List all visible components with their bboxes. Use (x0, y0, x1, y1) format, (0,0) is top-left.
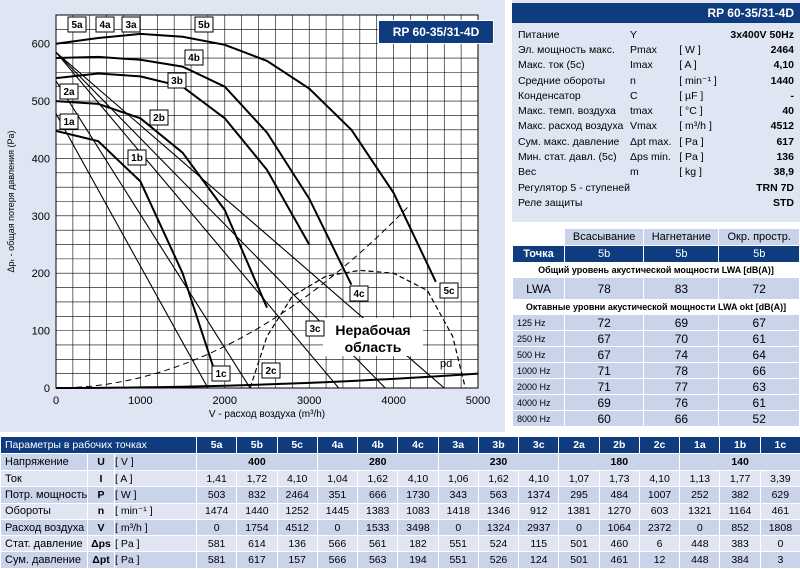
spec-value: STD (730, 195, 794, 210)
hdr-intake: Всасывание (565, 229, 644, 246)
octave-value: 67 (565, 331, 644, 347)
y-tick-label: 600 (32, 39, 50, 51)
octave-value: 76 (644, 395, 719, 411)
param-value: 1383 (358, 503, 398, 519)
point-header: 4a (317, 437, 357, 454)
spec-unit (679, 27, 730, 42)
x-axis-label: V - расход воздуха (m³/h) (209, 409, 325, 420)
param-value: 4,10 (277, 471, 317, 487)
x-tick-label: 5000 (466, 395, 490, 407)
param-value: 182 (398, 536, 438, 552)
spec-label: Эл. мощность макс. (518, 42, 630, 57)
param-value: 1007 (639, 487, 679, 503)
param-value: 503 (197, 487, 237, 503)
octave-value: 66 (719, 363, 800, 379)
spec-unit: [ A ] (679, 58, 730, 73)
param-value: 1,41 (197, 471, 237, 487)
param-value: 614 (237, 536, 277, 552)
param-value: 1730 (398, 487, 438, 503)
param-sym: n (88, 503, 115, 519)
spec-row (518, 42, 794, 57)
y-tick-label: 500 (32, 96, 50, 108)
y-tick-label: 300 (32, 211, 50, 223)
param-value: 1381 (559, 503, 599, 519)
param-value: 563 (478, 487, 518, 503)
param-label: Обороты (1, 503, 88, 519)
spec-sym: Pmax (630, 42, 679, 57)
y-axis-label: Δpₜ - общая потеря давления (Pa) (6, 130, 16, 272)
param-sym: P (88, 487, 115, 503)
spec-row (518, 149, 794, 164)
param-value: 4,10 (519, 471, 559, 487)
param-value: 4,10 (639, 471, 679, 487)
spec-row (518, 165, 794, 180)
octave-hz: 125 Hz (513, 315, 565, 331)
octave-value: 69 (644, 315, 719, 331)
octave-value: 71 (565, 363, 644, 379)
param-value: 1808 (760, 519, 800, 535)
performance-chart (0, 0, 505, 432)
octave-row (513, 363, 800, 379)
spec-label: Средние обороты (518, 73, 630, 88)
param-value: 2464 (277, 487, 317, 503)
param-value: 0 (317, 519, 357, 535)
octave-row (513, 395, 800, 411)
param-value: 1440 (237, 503, 277, 519)
spec-sym (630, 180, 679, 195)
point-header: 1c (760, 437, 800, 454)
acoustic-header-table (512, 228, 800, 427)
param-value: 629 (760, 487, 800, 503)
x-tick-label: 2000 (213, 395, 237, 407)
point-tag-2c: 2c (265, 366, 277, 377)
spec-unit (679, 195, 730, 210)
spec-unit: [ Pa ] (679, 149, 730, 164)
spec-value: 4512 (730, 119, 794, 134)
param-value: 448 (680, 552, 720, 568)
voltage-140: 140 (680, 454, 800, 471)
spec-label: Вес (518, 165, 630, 180)
param-value: 0 (760, 536, 800, 552)
region-label: Нерабочая (335, 322, 410, 338)
point-tag-2b: 2b (153, 113, 165, 124)
octave-hz: 250 Hz (513, 331, 565, 347)
param-sym: Δps (88, 536, 115, 552)
oct-title: Октавные уровни акустической мощности LWA okt [dB(A)] (513, 300, 800, 315)
point-tag-5a: 5a (71, 20, 83, 31)
octave-value: 67 (565, 347, 644, 363)
voltage-sym: U (88, 454, 115, 471)
region-label: область (345, 339, 402, 355)
spec-value: 617 (730, 134, 794, 149)
point-intake: 5b (565, 246, 644, 263)
param-sym: V (88, 519, 115, 535)
param-value: 501 (559, 536, 599, 552)
point-label: Точка (513, 246, 565, 263)
param-value: 551 (438, 552, 478, 568)
octave-hz: 4000 Hz (513, 395, 565, 411)
point-header: 1b (720, 437, 760, 454)
y-tick-label: 200 (32, 268, 50, 280)
octave-value: 70 (644, 331, 719, 347)
param-value: 603 (639, 503, 679, 519)
spec-sym: Y (630, 27, 679, 42)
voltage-unit: [ V ] (115, 454, 197, 471)
param-value: 1445 (317, 503, 357, 519)
point-header: 3a (438, 437, 478, 454)
param-value: 157 (277, 552, 317, 568)
chart-svg (0, 0, 505, 432)
spec-sym: C (630, 88, 679, 103)
params-panel (0, 436, 800, 568)
octave-value: 52 (719, 411, 800, 427)
spec-value: - (730, 88, 794, 103)
param-value: 551 (438, 536, 478, 552)
param-row (1, 519, 800, 535)
param-value: 1474 (197, 503, 237, 519)
spec-label: Мин. стат. давл. (5c) (518, 149, 630, 164)
voltage-280: 280 (317, 454, 438, 471)
lwa-label: LWA (513, 278, 565, 300)
param-value: 561 (358, 536, 398, 552)
spec-row (518, 195, 794, 210)
param-value: 484 (599, 487, 639, 503)
spec-row (518, 119, 794, 134)
param-value: 1374 (519, 487, 559, 503)
param-value: 1,72 (237, 471, 277, 487)
param-value: 461 (599, 552, 639, 568)
param-value: 1083 (398, 503, 438, 519)
spec-sym: n (630, 73, 679, 88)
spec-panel (512, 0, 800, 222)
blank-cell (513, 229, 565, 246)
param-value: 1321 (680, 503, 720, 519)
octave-value: 60 (565, 411, 644, 427)
spec-row (518, 180, 794, 195)
param-value: 194 (398, 552, 438, 568)
y-tick-label: 0 (44, 383, 50, 395)
spec-row (518, 58, 794, 73)
voltage-label: Напряжение (1, 454, 88, 471)
acoustic-panel (512, 228, 800, 428)
point-tag-1b: 1b (131, 153, 143, 164)
spec-sym (630, 195, 679, 210)
point-header: 3c (519, 437, 559, 454)
param-value: 617 (237, 552, 277, 568)
param-value: 1,07 (559, 471, 599, 487)
param-value: 1533 (358, 519, 398, 535)
param-value: 3498 (398, 519, 438, 535)
y-tick-label: 100 (32, 326, 50, 338)
spec-unit: [ m³/h ] (679, 119, 730, 134)
spec-label: Макс. расход воздуха (518, 119, 630, 134)
param-value: 1,62 (358, 471, 398, 487)
spec-sym: Δps min. (630, 149, 679, 164)
spec-value: 136 (730, 149, 794, 164)
param-value: 566 (317, 552, 357, 568)
param-value: 448 (680, 536, 720, 552)
lwa-outlet: 83 (644, 278, 719, 300)
point-header: 4c (398, 437, 438, 454)
spec-row (518, 134, 794, 149)
spec-value: 38,9 (730, 165, 794, 180)
param-unit: [ m³/h ] (115, 519, 197, 535)
point-tag-3a: 3a (125, 20, 137, 31)
param-value: 566 (317, 536, 357, 552)
point-tag-1a: 1a (63, 117, 75, 128)
param-value: 343 (438, 487, 478, 503)
param-value: 0 (438, 519, 478, 535)
param-row (1, 536, 800, 552)
spec-unit: [ µF ] (679, 88, 730, 103)
octave-hz: 500 Hz (513, 347, 565, 363)
param-unit: [ min⁻¹ ] (115, 503, 197, 519)
octave-row (513, 315, 800, 331)
voltage-180: 180 (559, 454, 680, 471)
spec-label: Макс. темп. воздуха (518, 103, 630, 118)
octave-value: 77 (644, 379, 719, 395)
point-header: 1a (680, 437, 720, 454)
point-tag-4c: 4c (353, 289, 365, 300)
point-tag-4b: 4b (188, 53, 200, 64)
param-row (1, 471, 800, 487)
param-value: 1,73 (599, 471, 639, 487)
x-tick-label: 1000 (128, 395, 152, 407)
param-value: 2372 (639, 519, 679, 535)
param-value: 12 (639, 552, 679, 568)
spec-unit: [ min⁻¹ ] (679, 73, 730, 88)
param-value: 524 (478, 536, 518, 552)
param-value: 1324 (478, 519, 518, 535)
param-value: 1,06 (438, 471, 478, 487)
spec-row (518, 73, 794, 88)
spec-sym: Vmax (630, 119, 679, 134)
param-value: 526 (478, 552, 518, 568)
spec-value: 40 (730, 103, 794, 118)
spec-label: Конденсатор (518, 88, 630, 103)
param-label: Расход воздуха (1, 519, 88, 535)
param-value: 136 (277, 536, 317, 552)
spec-value: 2464 (730, 42, 794, 57)
param-value: 1346 (478, 503, 518, 519)
lwa-surround: 72 (719, 278, 800, 300)
param-value: 1164 (720, 503, 760, 519)
param-value: 383 (720, 536, 760, 552)
octave-value: 71 (565, 379, 644, 395)
param-value: 832 (237, 487, 277, 503)
param-row (1, 503, 800, 519)
param-label: Стат. давление (1, 536, 88, 552)
spec-unit (679, 180, 730, 195)
point-header: 2b (599, 437, 639, 454)
octave-row (513, 411, 800, 427)
param-value: 1252 (277, 503, 317, 519)
spec-label: Питание (518, 27, 630, 42)
params-title: Параметры в рабочих точках (1, 437, 197, 454)
octave-hz: 2000 Hz (513, 379, 565, 395)
spec-row (518, 27, 794, 42)
point-outlet: 5b (644, 246, 719, 263)
octave-value: 66 (644, 411, 719, 427)
param-value: 1,62 (478, 471, 518, 487)
param-unit: [ W ] (115, 487, 197, 503)
y-tick-label: 400 (32, 153, 50, 165)
spec-sym: tmax (630, 103, 679, 118)
spec-sym: Δpt max. (630, 134, 679, 149)
octave-value: 61 (719, 331, 800, 347)
spec-title: RP 60-35/31-4D (512, 3, 800, 23)
param-unit: [ Pa ] (115, 552, 197, 568)
param-value: 295 (559, 487, 599, 503)
point-tag-2a: 2a (63, 87, 75, 98)
point-tag-1c: 1c (215, 369, 227, 380)
param-value: 1270 (599, 503, 639, 519)
spec-value: TRN 7D (730, 180, 794, 195)
point-tag-4a: 4a (99, 20, 111, 31)
param-value: 3 (760, 552, 800, 568)
octave-row (513, 331, 800, 347)
spec-label: Макс. ток (5c) (518, 58, 630, 73)
point-tag-pd: pd (440, 358, 452, 370)
param-value: 563 (358, 552, 398, 568)
octave-value: 78 (644, 363, 719, 379)
param-value: 912 (519, 503, 559, 519)
param-value: 382 (720, 487, 760, 503)
param-label: Потр. мощность (1, 487, 88, 503)
param-row (1, 552, 800, 568)
spec-unit: [ Pa ] (679, 134, 730, 149)
point-header: 5c (277, 437, 317, 454)
x-tick-label: 3000 (297, 395, 321, 407)
point-tag-5b: 5b (198, 20, 210, 31)
spec-row (518, 88, 794, 103)
param-value: 666 (358, 487, 398, 503)
chart-title: RP 60-35/31-4D (378, 20, 494, 44)
param-value: 3,39 (760, 471, 800, 487)
param-row (1, 487, 800, 503)
octave-hz: 1000 Hz (513, 363, 565, 379)
spec-sym: m (630, 165, 679, 180)
param-sym: Δpt (88, 552, 115, 568)
point-header: 2c (639, 437, 679, 454)
param-value: 124 (519, 552, 559, 568)
octave-value: 61 (719, 395, 800, 411)
octave-value: 63 (719, 379, 800, 395)
param-value: 460 (599, 536, 639, 552)
octave-row (513, 347, 800, 363)
spec-value: 3x400V 50Hz (730, 27, 794, 42)
param-unit: [ A ] (115, 471, 197, 487)
voltage-230: 230 (438, 454, 559, 471)
octave-value: 72 (565, 315, 644, 331)
param-value: 1,04 (317, 471, 357, 487)
param-value: 2937 (519, 519, 559, 535)
hdr-outlet: Нагнетание (644, 229, 719, 246)
params-table (0, 436, 800, 569)
param-sym: I (88, 471, 115, 487)
param-value: 384 (720, 552, 760, 568)
octave-value: 67 (719, 315, 800, 331)
param-value: 1,77 (720, 471, 760, 487)
spec-sym: Imax (630, 58, 679, 73)
spec-unit: [ W ] (679, 42, 730, 57)
octave-hz: 8000 Hz (513, 411, 565, 427)
param-value: 461 (760, 503, 800, 519)
param-value: 6 (639, 536, 679, 552)
spec-label: Регулятор 5 - ступеней (518, 180, 630, 195)
param-value: 4,10 (398, 471, 438, 487)
point-header: 2a (559, 437, 599, 454)
param-value: 0 (197, 519, 237, 535)
lwa-title: Общий уровень акустической мощности LWA [dB(A)] (513, 263, 800, 278)
spec-label: Реле защиты (518, 195, 630, 210)
param-value: 0 (559, 519, 599, 535)
point-header: 3b (478, 437, 518, 454)
param-value: 1418 (438, 503, 478, 519)
spec-value: 1440 (730, 73, 794, 88)
param-value: 1754 (237, 519, 277, 535)
x-tick-label: 0 (53, 395, 59, 407)
voltage-400: 400 (197, 454, 318, 471)
lwa-intake: 78 (565, 278, 644, 300)
point-tag-5c: 5c (443, 286, 455, 297)
hdr-surround: Окр. простр. (719, 229, 800, 246)
param-value: 0 (680, 519, 720, 535)
spec-unit: [ °C ] (679, 103, 730, 118)
param-value: 1,13 (680, 471, 720, 487)
octave-value: 74 (644, 347, 719, 363)
point-tag-3c: 3c (309, 324, 321, 335)
octave-value: 64 (719, 347, 800, 363)
x-tick-label: 4000 (381, 395, 405, 407)
point-header: 5b (237, 437, 277, 454)
param-label: Ток (1, 471, 88, 487)
point-header: 4b (358, 437, 398, 454)
param-value: 581 (197, 536, 237, 552)
param-value: 581 (197, 552, 237, 568)
point-tag-3b: 3b (171, 76, 183, 87)
param-value: 115 (519, 536, 559, 552)
param-unit: [ Pa ] (115, 536, 197, 552)
param-value: 1064 (599, 519, 639, 535)
octave-row (513, 379, 800, 395)
octave-value: 69 (565, 395, 644, 411)
param-value: 852 (720, 519, 760, 535)
spec-unit: [ kg ] (679, 165, 730, 180)
param-value: 501 (559, 552, 599, 568)
spec-table (518, 27, 794, 211)
param-label: Сум. давление (1, 552, 88, 568)
point-surround: 5b (719, 246, 800, 263)
spec-value: 4,10 (730, 58, 794, 73)
param-value: 351 (317, 487, 357, 503)
spec-label: Сум. макс. давление (518, 134, 630, 149)
param-value: 252 (680, 487, 720, 503)
spec-row (518, 103, 794, 118)
point-header: 5a (197, 437, 237, 454)
param-value: 4512 (277, 519, 317, 535)
